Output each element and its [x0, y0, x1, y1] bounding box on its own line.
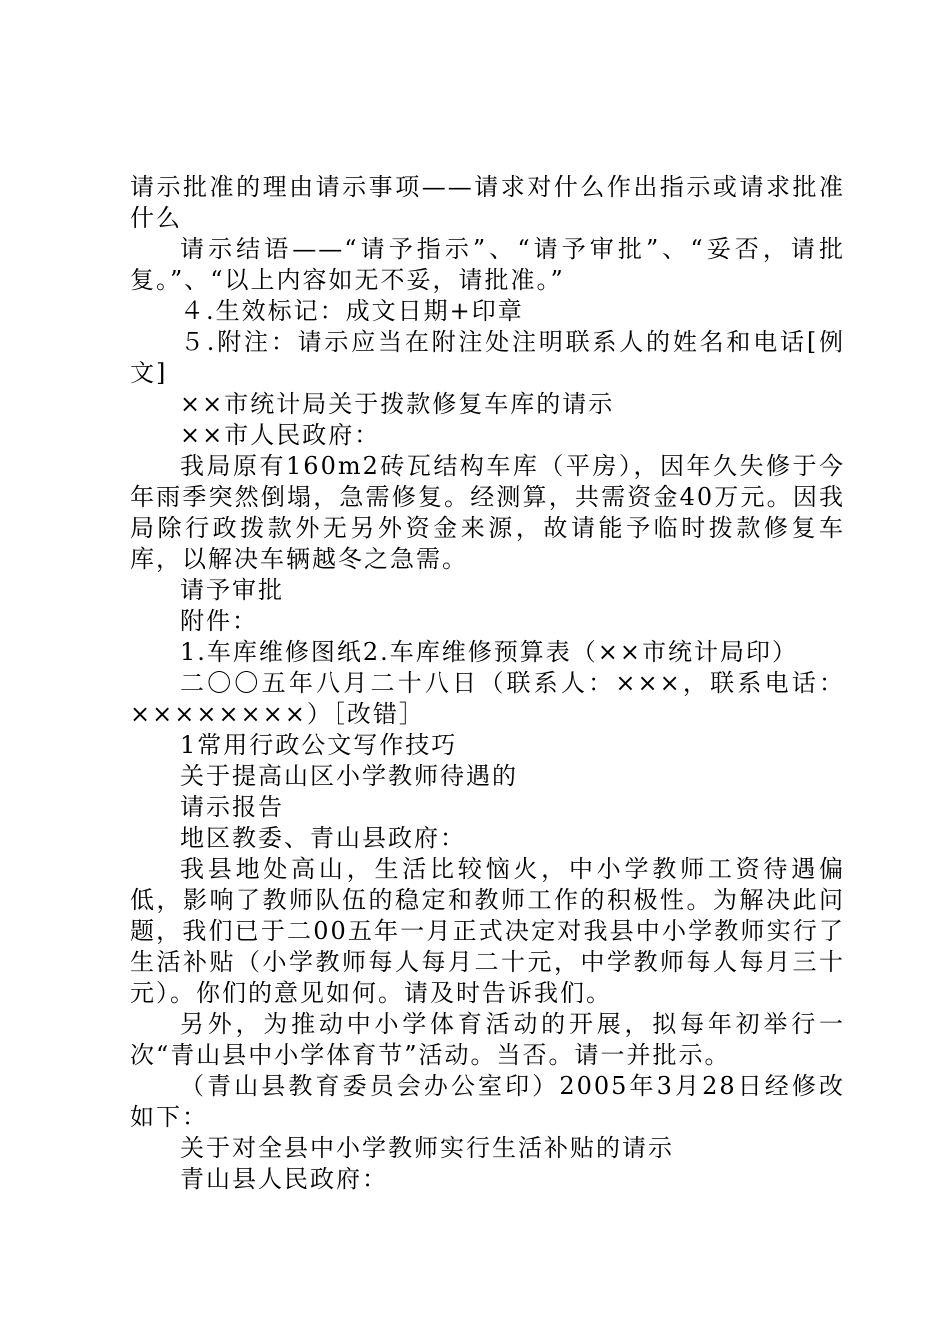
- paragraph: 地区教委、青山县政府：: [180, 824, 466, 852]
- paragraph: 请示批准的理由请示事项——请求对什么作出指示或请求批准什么: [130, 173, 845, 232]
- paragraph: （青山县教育委员会办公室印）2005年3月28日经修改如下：: [130, 1072, 845, 1131]
- paragraph: 请示报告: [180, 793, 284, 821]
- paragraph: 我县地处高山，生活比较恼火，中小学教师工资待遇偏低，影响了教师队伍的稳定和教师工作的积极性。为解决此问题，我们已于二00五年一月正式决定对我县中小学教师实行了生活补贴（小学教师每人每月二十元，中学教师每人每月三十元）。你们的意见如何。请及时告诉我们。: [130, 855, 845, 1007]
- paragraph: ××市人民政府：: [180, 421, 381, 449]
- paragraph: 我局原有160m2砖瓦结构车库（平房），因年久失修于今年雨季突然倒塌，急需修复。经测算，共需资金40万元。因我局除行政拨款外无另外资金来源，故请能予临时拨款修复车库，以解决车辆越冬之急需。: [130, 452, 845, 573]
- paragraph: ５.附注：请示应当在附注处注明联系人的姓名和电话[例文]: [130, 328, 845, 387]
- paragraph: 1常用行政公文写作技巧: [180, 731, 458, 759]
- paragraph: 二〇〇五年八月二十八日（联系人：×××，联系电话：××××××××）［改错］: [130, 669, 845, 728]
- paragraph: 另外，为推动中小学体育活动的开展，拟每年初举行一次“青山县中小学体育节”活动。当否。请一并批示。: [130, 1010, 845, 1069]
- paragraph: 关于提高山区小学教师待遇的: [180, 762, 518, 790]
- paragraph: 请予审批: [180, 576, 284, 604]
- paragraph: 1.车库维修图纸2.车库维修预算表（××市统计局印）: [180, 638, 799, 666]
- document-body: [130, 172, 845, 1195]
- paragraph: 请示结语——“请予指示”、“请予审批”、“妥否，请批复。”、“以上内容如无不妥，请批准。”: [130, 235, 845, 294]
- paragraph: 关于对全县中小学教师实行生活补贴的请示: [180, 1134, 674, 1162]
- paragraph: 青山县人民政府：: [180, 1165, 388, 1193]
- paragraph: ４.生效标记：成文日期+印章: [180, 297, 524, 325]
- paragraph: 附件：: [180, 607, 258, 635]
- paragraph: ××市统计局关于拨款修复车库的请示: [180, 390, 615, 418]
